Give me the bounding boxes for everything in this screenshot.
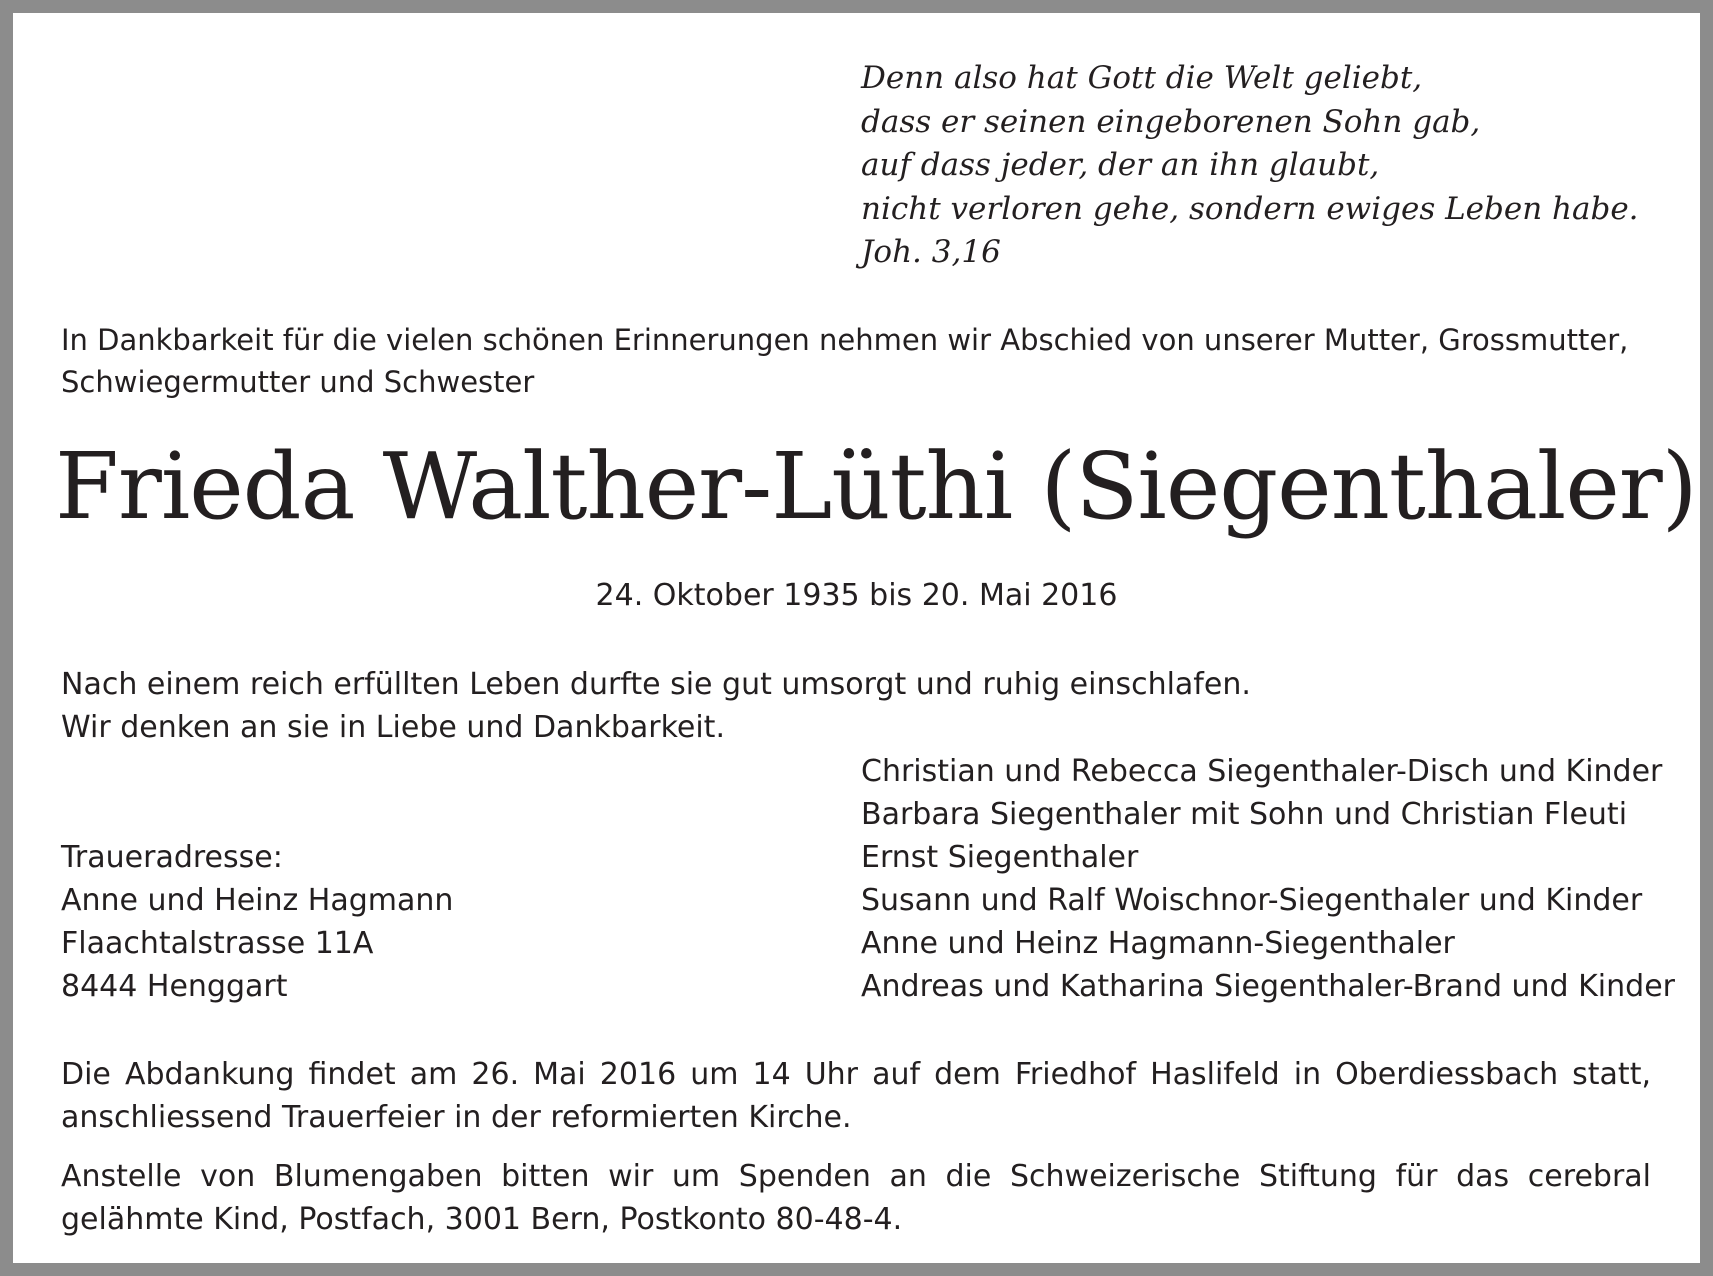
mourner-entry: Barbara Siegenthaler mit Sohn und Christian Fleuti: [861, 797, 1628, 832]
verse-line: Denn also hat Gott die Welt geliebt,: [861, 60, 1423, 96]
life-dates: 24. Oktober 1935 bis 20. Mai 2016: [595, 578, 1118, 613]
verse-line: auf dass jeder, der an ihn glaubt,: [861, 147, 1380, 183]
closing-text: [61, 663, 1251, 749]
mourners-list: [861, 750, 1675, 1008]
bible-verse: [861, 57, 1639, 275]
obituary-notice: [13, 13, 1700, 1263]
mourner-entry: Christian und Rebecca Siegenthaler-Disch und Kinder: [861, 754, 1663, 789]
mourner-entry: Susann und Ralf Woischnor-Siegenthaler und Kinder: [861, 883, 1643, 918]
ceremony-info: Die Abdankung findet am 26. Mai 2016 um 14 Uhr auf dem Friedhof Haslifeld in Oberdiessbach statt, anschliessend Trauerfeier in der reformierten Kirche.: [61, 1057, 1651, 1135]
deceased-name: Frieda Walther-Lüthi (Siegenthaler): [55, 433, 1697, 540]
mourner-entry: Anne und Heinz Hagmann-Siegenthaler: [861, 926, 1455, 961]
closing-line: Nach einem reich erfüllten Leben durfte sie gut umsorgt und ruhig einschlafen.: [61, 667, 1251, 702]
verse-line: nicht verloren gehe, sondern ewiges Leben habe.: [861, 190, 1639, 227]
closing-line: Wir denken an sie in Liebe und Dankbarkeit.: [61, 710, 725, 745]
mourner-entry: Ernst Siegenthaler: [861, 840, 1139, 875]
address-label: Traueradresse:: [61, 840, 283, 875]
address-line: Anne und Heinz Hagmann: [61, 883, 454, 918]
address-line: Flaachtalstrasse 11A: [61, 926, 374, 961]
mourning-address: [61, 836, 453, 1008]
verse-reference: Joh. 3,16: [861, 234, 1001, 270]
mourner-entry: Andreas und Katharina Siegenthaler-Brand und Kinder: [861, 969, 1675, 1004]
intro-text: In Dankbarkeit für die vielen schönen Erinnerungen nehmen wir Abschied von unserer Mutter, Grossmutter, Schwiegermutter und Schwester: [61, 323, 1629, 399]
donation-info: Anstelle von Blumengaben bitten wir um Spenden an die Schweizerische Stiftung für das cerebral gelähmte Kind, Postfach, 3001 Bern, Postkonto 80-48-4.: [61, 1159, 1651, 1237]
address-line: 8444 Henggart: [61, 969, 288, 1004]
verse-line: dass er seinen eingeborenen Sohn gab,: [861, 103, 1481, 140]
